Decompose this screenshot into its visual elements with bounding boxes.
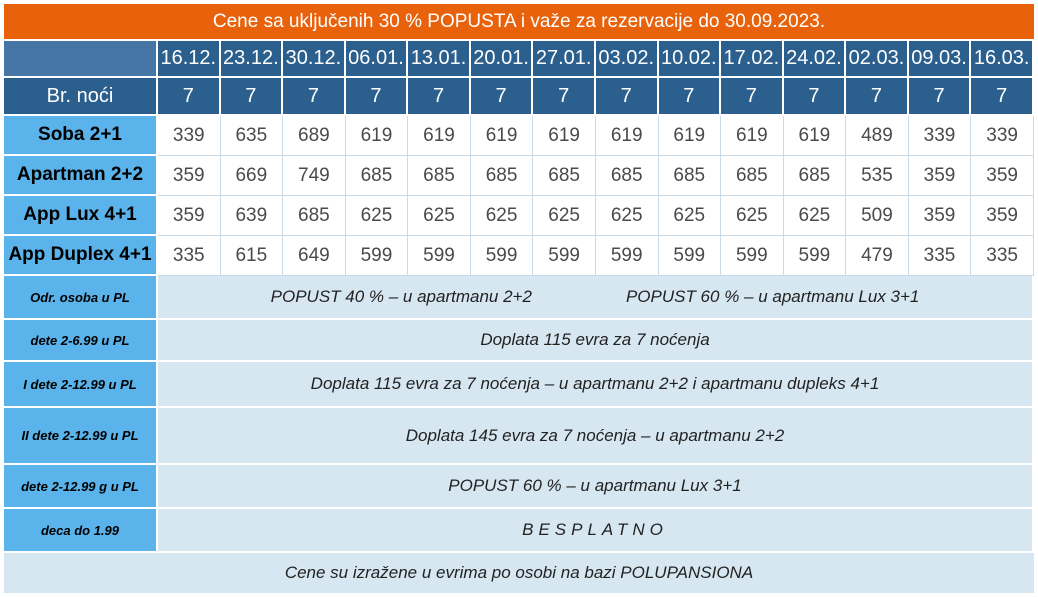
nights-cell: 7 <box>659 78 722 116</box>
price-cell: 625 <box>596 196 659 236</box>
nights-cell: 7 <box>346 78 409 116</box>
price-cell: 685 <box>784 156 847 196</box>
price-cell: 619 <box>721 116 784 156</box>
price-table <box>4 4 1034 595</box>
price-cell: 625 <box>408 196 471 236</box>
price-cell: 535 <box>846 156 909 196</box>
price-cell: 685 <box>659 156 722 196</box>
note-row <box>4 362 1034 408</box>
date-header-cell: 16.03. <box>971 41 1034 78</box>
date-header-cell: 03.02. <box>596 41 659 78</box>
price-cell: 335 <box>909 236 972 276</box>
price-cell: 359 <box>909 196 972 236</box>
date-header-cell: 30.12. <box>283 41 346 78</box>
title-row <box>4 4 1034 41</box>
price-cell: 619 <box>346 116 409 156</box>
date-header-cell: 27.01. <box>533 41 596 78</box>
price-cell: 625 <box>471 196 534 236</box>
price-cell: 359 <box>158 196 221 236</box>
price-cell: 685 <box>533 156 596 196</box>
price-cell: 599 <box>408 236 471 276</box>
price-cell: 619 <box>408 116 471 156</box>
price-cell: 685 <box>283 196 346 236</box>
price-cell: 649 <box>283 236 346 276</box>
header-corner <box>4 41 158 78</box>
note-label: deca do 1.99 <box>4 509 158 553</box>
price-cell: 359 <box>909 156 972 196</box>
table-row <box>4 196 1034 236</box>
nights-cell: 7 <box>471 78 534 116</box>
table-row <box>4 236 1034 276</box>
price-cell: 619 <box>596 116 659 156</box>
price-cell: 599 <box>346 236 409 276</box>
row-label: Soba 2+1 <box>4 116 158 156</box>
note-text-part1: POPUST 40 % – u apartmanu 2+2 <box>270 287 532 306</box>
nights-cell: 7 <box>784 78 847 116</box>
note-text: Doplata 115 evra za 7 noćenja <box>158 320 1034 362</box>
row-label: App Duplex 4+1 <box>4 236 158 276</box>
date-header-cell: 23.12. <box>221 41 284 78</box>
note-row <box>4 320 1034 362</box>
row-label: Apartman 2+2 <box>4 156 158 196</box>
price-cell: 619 <box>533 116 596 156</box>
price-cell: 685 <box>408 156 471 196</box>
price-cell: 489 <box>846 116 909 156</box>
price-cell: 335 <box>971 236 1034 276</box>
date-header-cell: 24.02. <box>784 41 847 78</box>
row-label: App Lux 4+1 <box>4 196 158 236</box>
nights-cell: 7 <box>158 78 221 116</box>
price-cell: 599 <box>721 236 784 276</box>
price-cell: 619 <box>784 116 847 156</box>
price-table-container <box>4 4 1034 595</box>
price-cell: 669 <box>221 156 284 196</box>
price-cell: 359 <box>158 156 221 196</box>
nights-label: Br. noći <box>4 78 158 116</box>
price-cell: 749 <box>283 156 346 196</box>
note-row <box>4 465 1034 509</box>
date-header-cell: 09.03. <box>909 41 972 78</box>
note-text: BESPLATNO <box>158 509 1034 553</box>
price-cell: 335 <box>158 236 221 276</box>
price-cell: 619 <box>659 116 722 156</box>
price-cell: 625 <box>659 196 722 236</box>
price-cell: 339 <box>971 116 1034 156</box>
price-cell: 599 <box>471 236 534 276</box>
price-cell: 509 <box>846 196 909 236</box>
note-label: dete 2-6.99 u PL <box>4 320 158 362</box>
nights-cell: 7 <box>909 78 972 116</box>
note-text <box>158 276 1034 320</box>
price-cell: 599 <box>596 236 659 276</box>
note-text: Doplata 115 evra za 7 noćenja – u apartmanu 2+2 i apartmanu dupleks 4+1 <box>158 362 1034 408</box>
date-header-cell: 20.01. <box>471 41 534 78</box>
price-cell: 599 <box>784 236 847 276</box>
date-header-cell: 06.01. <box>346 41 409 78</box>
price-cell: 625 <box>784 196 847 236</box>
note-label: II dete 2-12.99 u PL <box>4 408 158 465</box>
note-row <box>4 276 1034 320</box>
note-label: dete 2-12.99 g u PL <box>4 465 158 509</box>
price-cell: 635 <box>221 116 284 156</box>
footer-row <box>4 553 1034 595</box>
price-cell: 599 <box>659 236 722 276</box>
price-cell: 339 <box>909 116 972 156</box>
price-cell: 359 <box>971 156 1034 196</box>
price-cell: 625 <box>533 196 596 236</box>
footer-note: Cene su izražene u evrima po osobi na bazi POLUPANSIONA <box>4 553 1034 595</box>
nights-cell: 7 <box>283 78 346 116</box>
nights-cell: 7 <box>846 78 909 116</box>
note-text: Doplata 145 evra za 7 noćenja – u apartmanu 2+2 <box>158 408 1034 465</box>
date-header-row <box>4 41 1034 78</box>
price-cell: 625 <box>721 196 784 236</box>
note-label: I dete 2-12.99 u PL <box>4 362 158 408</box>
price-cell: 359 <box>971 196 1034 236</box>
price-cell: 685 <box>596 156 659 196</box>
price-cell: 479 <box>846 236 909 276</box>
date-header-cell: 13.01. <box>408 41 471 78</box>
date-header-cell: 16.12. <box>158 41 221 78</box>
price-cell: 639 <box>221 196 284 236</box>
price-cell: 685 <box>721 156 784 196</box>
note-label: Odr. osoba u PL <box>4 276 158 320</box>
note-row <box>4 509 1034 553</box>
table-row <box>4 156 1034 196</box>
price-cell: 625 <box>346 196 409 236</box>
price-cell: 599 <box>533 236 596 276</box>
note-text-part2: POPUST 60 % – u apartmanu Lux 3+1 <box>625 287 920 306</box>
price-cell: 685 <box>346 156 409 196</box>
nights-cell: 7 <box>533 78 596 116</box>
nights-cell: 7 <box>596 78 659 116</box>
nights-cell: 7 <box>971 78 1034 116</box>
date-header-cell: 02.03. <box>846 41 909 78</box>
price-cell: 339 <box>158 116 221 156</box>
table-title: Cene sa uključenih 30 % POPUSTA i važe za rezervacije do 30.09.2023. <box>4 4 1034 41</box>
price-cell: 685 <box>471 156 534 196</box>
price-cell: 619 <box>471 116 534 156</box>
table-row <box>4 116 1034 156</box>
nights-row <box>4 78 1034 116</box>
note-text: POPUST 60 % – u apartmanu Lux 3+1 <box>158 465 1034 509</box>
price-cell: 615 <box>221 236 284 276</box>
nights-cell: 7 <box>221 78 284 116</box>
nights-cell: 7 <box>408 78 471 116</box>
note-row <box>4 408 1034 465</box>
price-cell: 689 <box>283 116 346 156</box>
date-header-cell: 10.02. <box>659 41 722 78</box>
date-header-cell: 17.02. <box>721 41 784 78</box>
nights-cell: 7 <box>721 78 784 116</box>
